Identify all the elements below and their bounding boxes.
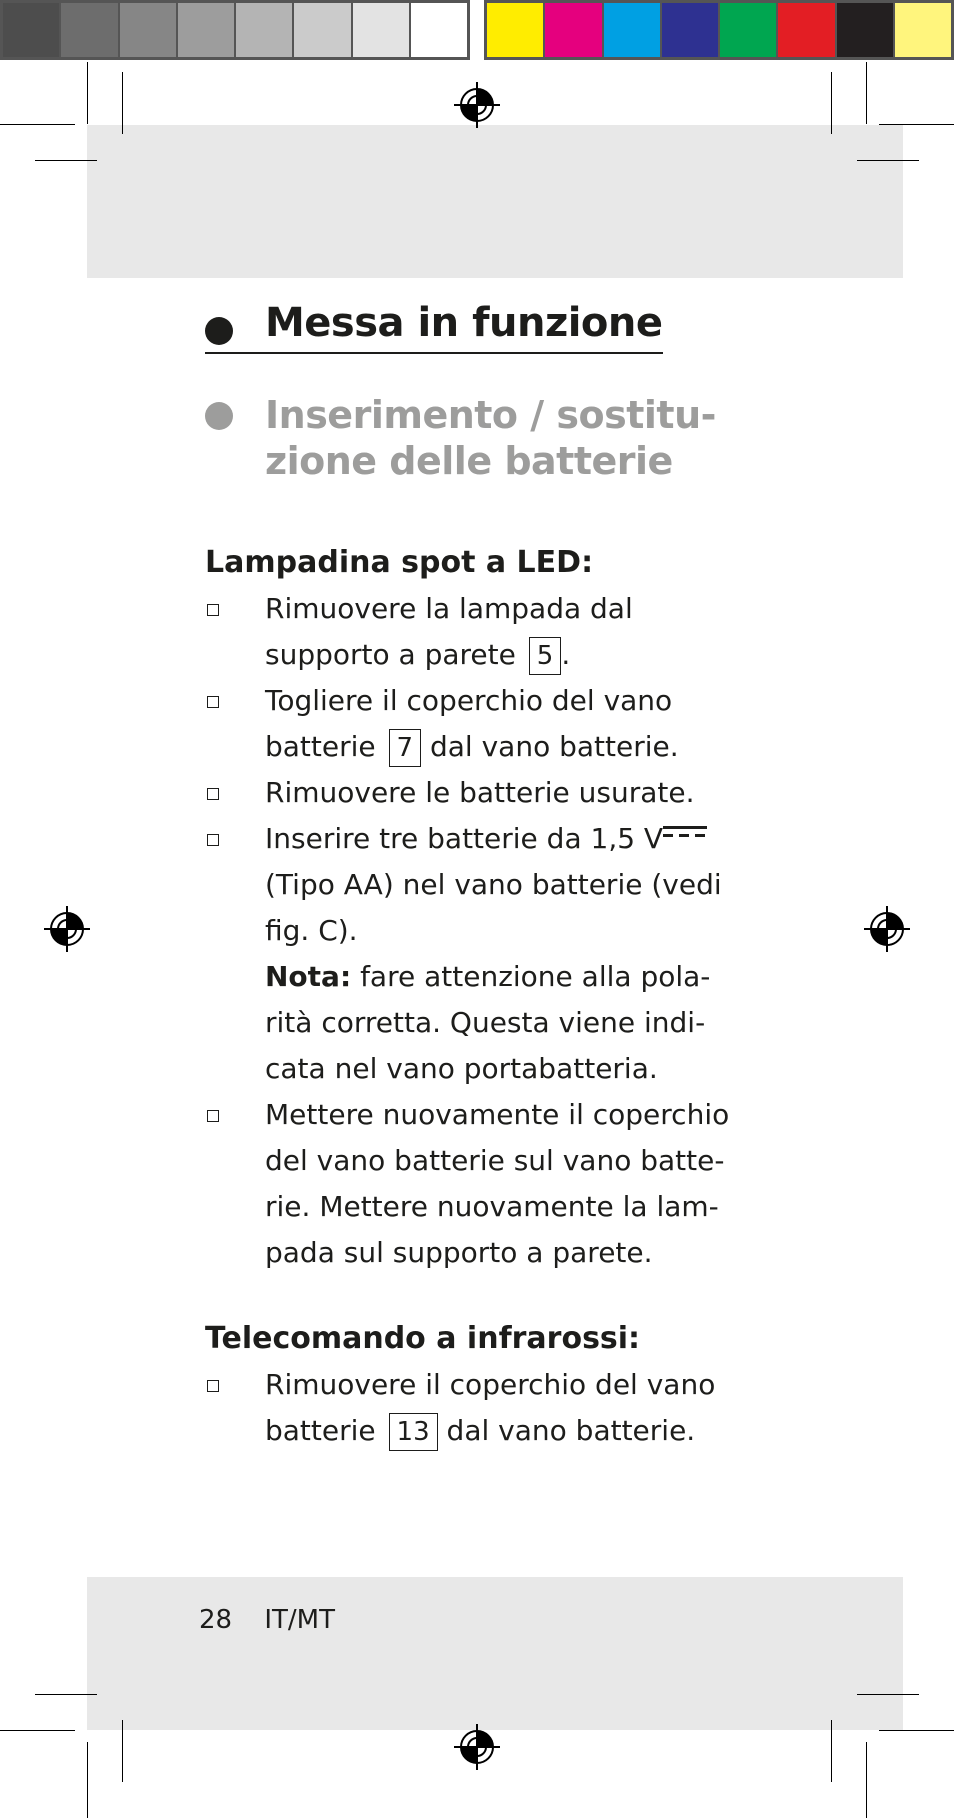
- gray-swatch: [3, 3, 61, 57]
- crop-mark: [122, 72, 123, 134]
- crop-mark: [866, 62, 867, 124]
- checkbox-square-icon: [207, 604, 219, 616]
- step-text: fig. C).: [265, 914, 358, 947]
- red-swatch: [778, 3, 836, 57]
- note-text: rità corretta. Questa viene indi-: [265, 1006, 706, 1039]
- registration-crosshair-icon: [862, 904, 912, 954]
- gray-swatch: [61, 3, 119, 57]
- crop-mark: [857, 1694, 919, 1695]
- step-text: batterie: [265, 1414, 376, 1447]
- crop-mark: [879, 1730, 954, 1731]
- subtitle-line: Inserimento / sostitu-: [265, 393, 716, 437]
- list-item: [205, 1362, 745, 1454]
- header-band: [87, 125, 903, 278]
- language-code: IT/MT: [264, 1605, 335, 1635]
- checkbox-square-icon: [207, 834, 219, 846]
- note-label: Nota:: [265, 960, 352, 993]
- crop-mark: [0, 1730, 75, 1731]
- direct-current-icon: [663, 826, 707, 838]
- step-text: pada sul supporto a parete.: [265, 1236, 653, 1269]
- crop-mark: [857, 160, 919, 161]
- step-text: Inserire tre batterie da 1,5 V: [265, 822, 664, 855]
- checkbox-square-icon: [207, 696, 219, 708]
- step-text: dal vano batterie.: [430, 730, 679, 763]
- part-reference-number: 5: [529, 637, 562, 675]
- list-item: [205, 816, 745, 1092]
- step-text: Rimuovere le batterie usurate.: [265, 776, 695, 809]
- step-text: dal vano batterie.: [446, 1414, 696, 1447]
- list-item: [205, 586, 745, 678]
- page-number: 28: [199, 1605, 233, 1635]
- part-reference-number: 7: [389, 729, 422, 767]
- note-text: fare attenzione alla pola-: [360, 960, 711, 993]
- gray-swatch: [120, 3, 178, 57]
- gray-swatch: [294, 3, 352, 57]
- crop-mark: [87, 62, 88, 124]
- remote-steps: [205, 1362, 745, 1454]
- page-footer: [199, 1605, 335, 1635]
- note-text: cata nel vano portabatteria.: [265, 1052, 658, 1085]
- subtitle-line: zione delle batterie: [265, 439, 673, 483]
- crop-mark: [866, 1742, 867, 1818]
- section-title-text: Messa in funzione: [265, 300, 663, 346]
- list-item: [205, 1092, 745, 1276]
- step-text: Mettere nuovamente il coperchio: [265, 1098, 730, 1131]
- magenta-swatch: [545, 3, 603, 57]
- light-yellow-swatch: [895, 3, 951, 57]
- gray-swatch: [353, 3, 411, 57]
- checkbox-square-icon: [207, 1380, 219, 1392]
- step-text: del vano batterie sul vano batte-: [265, 1144, 725, 1177]
- footer-band: [87, 1577, 903, 1730]
- crop-mark: [879, 124, 954, 125]
- section-subtitle: [205, 392, 745, 484]
- black-swatch: [837, 3, 895, 57]
- registration-crosshair-icon: [452, 1722, 502, 1772]
- step-text: Togliere il coperchio del vano: [265, 684, 673, 717]
- section-title: [205, 300, 663, 354]
- step-text: batterie: [265, 730, 376, 763]
- blue-swatch: [662, 3, 720, 57]
- step-text: .: [561, 638, 571, 671]
- yellow-swatch: [487, 3, 545, 57]
- registration-crosshair-icon: [452, 80, 502, 130]
- bullet-dot-icon: [205, 402, 233, 430]
- step-text: rie. Mettere nuovamente la lam-: [265, 1190, 719, 1223]
- checkbox-square-icon: [207, 788, 219, 800]
- list-item: [205, 678, 745, 770]
- list-item: [205, 770, 745, 816]
- crop-mark: [831, 1720, 832, 1782]
- led-lamp-steps: [205, 586, 745, 1276]
- bullet-dot-icon: [205, 317, 233, 345]
- green-swatch: [720, 3, 778, 57]
- gray-swatch: [411, 3, 467, 57]
- led-lamp-heading: Lampadina spot a LED:: [205, 545, 594, 580]
- crop-mark: [35, 160, 97, 161]
- cyan-swatch: [604, 3, 662, 57]
- page-content: [205, 300, 745, 1454]
- checkbox-square-icon: [207, 1110, 219, 1122]
- crop-mark: [35, 1694, 97, 1695]
- step-text: Rimuovere la lampada dal: [265, 592, 633, 625]
- step-text: supporto a parete: [265, 638, 516, 671]
- part-reference-number: 13: [389, 1413, 438, 1451]
- gray-swatch: [178, 3, 236, 57]
- crop-mark: [87, 1742, 88, 1818]
- grayscale-calibration-bar: [0, 0, 470, 60]
- step-text: (Tipo AA) nel vano batterie (vedi: [265, 868, 722, 901]
- gray-swatch: [236, 3, 294, 57]
- crop-mark: [122, 1720, 123, 1782]
- remote-heading: Telecomando a infrarossi:: [205, 1321, 641, 1356]
- registration-crosshair-icon: [42, 904, 92, 954]
- step-text: Rimuovere il coperchio del vano: [265, 1368, 716, 1401]
- crop-mark: [831, 72, 832, 134]
- crop-mark: [0, 124, 75, 125]
- process-color-calibration-bar: [484, 0, 954, 60]
